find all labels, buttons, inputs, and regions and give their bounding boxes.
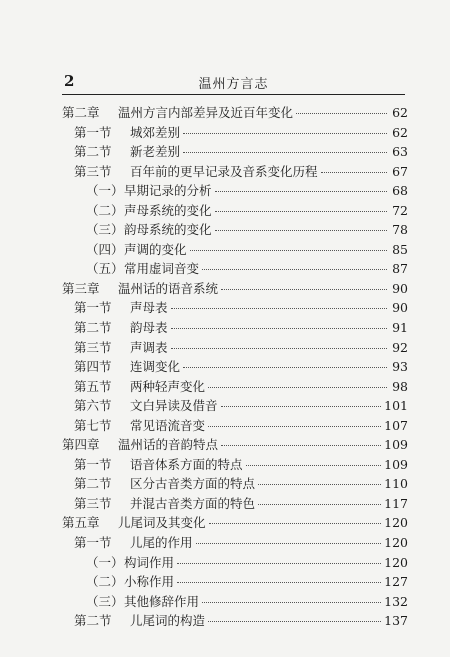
toc-page-number: 63 [392,144,408,160]
toc-section-number: （一） [86,554,124,570]
dot-leader [215,230,387,231]
toc-entry [62,572,408,592]
toc-entry [62,396,408,416]
toc-label [74,142,180,160]
toc-entry [62,279,408,299]
toc-entry [62,513,408,533]
toc-label [62,103,293,121]
dot-leader [215,211,387,212]
toc-label [86,572,174,590]
toc-section-number: 第五节 [74,378,112,394]
toc-section-number: 第二节 [74,144,112,160]
toc-label [86,181,212,199]
toc-title: 文白异读及借音 [130,398,218,414]
toc-label [74,494,255,512]
dot-leader [171,308,387,309]
toc-label [74,533,193,551]
dot-leader [215,191,387,192]
toc-label [74,298,168,316]
toc-section-number: （三） [86,222,124,238]
toc-title: 儿尾词及其变化 [118,515,206,531]
toc-title: 常用虚词音变 [124,261,200,277]
toc-entry [62,377,408,397]
toc-entry [62,474,408,494]
toc-section-number: （四） [86,241,124,257]
toc-page-number: 78 [392,222,408,238]
toc-page-number: 110 [384,476,408,492]
toc-page-number: 85 [392,241,408,257]
toc-entry [62,611,408,631]
toc-page-number: 120 [384,515,408,531]
toc-title: 百年前的更早记录及音系变化历程 [130,163,318,179]
toc-label [74,611,205,629]
toc-section-number: 第三节 [74,495,112,511]
toc-title: 声母系统的变化 [124,202,212,218]
toc-section-number: 第三节 [74,163,112,179]
toc-label [86,240,187,258]
toc-label [86,259,199,277]
toc-title: 小称作用 [124,574,175,590]
toc-entry [62,553,408,573]
dot-leader [208,621,381,622]
toc-label [74,474,255,492]
toc-section-number: 第二章 [62,105,100,120]
dot-leader [221,445,381,446]
dot-leader [171,348,387,349]
toc-title: 声调表 [130,339,168,355]
toc-section-number: 第二节 [74,320,112,336]
dot-leader [202,602,381,603]
dot-leader [196,543,382,544]
table-of-contents [62,103,408,631]
toc-title: 韵母表 [130,320,168,336]
dot-leader [258,484,381,485]
dot-leader [221,406,382,407]
toc-label [74,357,180,375]
toc-section-number: 第一节 [74,456,112,472]
toc-entry [62,220,408,240]
dot-leader [321,172,387,173]
toc-label [86,592,199,610]
toc-section-number: （五） [86,261,124,277]
dot-leader [296,113,387,114]
toc-title: 构词作用 [124,554,175,570]
toc-title: 早期记录的分析 [124,183,212,199]
dot-leader [177,582,381,583]
toc-entry [62,357,408,377]
toc-page-number: 137 [384,613,408,629]
toc-entry [62,455,408,475]
dot-leader [208,426,381,427]
dot-leader [183,133,387,134]
dot-leader [209,523,382,524]
dot-leader [258,504,381,505]
toc-entry [62,142,408,162]
toc-title: 并混古音类方面的特色 [130,495,256,511]
dot-leader [202,269,387,270]
toc-page-number: 109 [384,437,408,453]
toc-entry [62,162,408,182]
toc-title: 儿尾词的构造 [130,613,206,629]
toc-page-number: 91 [392,320,408,336]
toc-title: 城郊差别 [130,124,181,140]
toc-entry [62,318,408,338]
toc-entry [62,494,408,514]
toc-section-number: （二） [86,574,124,590]
toc-section-number: （一） [86,183,124,199]
toc-page-number: 93 [392,359,408,375]
toc-entry [62,123,408,143]
toc-title: 区分古音类方面的特点 [130,476,256,492]
toc-page-number: 92 [392,339,408,355]
toc-page-number: 109 [384,456,408,472]
toc-entry [62,338,408,358]
toc-page-number: 120 [384,535,408,551]
toc-section-number: 第一节 [74,300,112,316]
page-number: 2 [64,72,75,90]
toc-page-number: 101 [384,398,408,414]
toc-label [86,201,212,219]
toc-label [86,553,174,571]
toc-title: 其他修辞作用 [124,593,200,609]
toc-title: 常见语流音变 [130,417,206,433]
toc-title: 温州方言内部差异及近百年变化 [118,105,294,120]
toc-section-number: 第一节 [74,124,112,140]
toc-page-number: 67 [392,163,408,179]
dot-leader [171,328,387,329]
toc-title: 儿尾的作用 [130,535,193,551]
toc-title: 语音体系方面的特点 [130,456,243,472]
dot-leader [208,387,387,388]
toc-page-number: 98 [392,378,408,394]
toc-section-number: 第四章 [62,437,100,453]
toc-label [74,318,168,336]
toc-page-number: 120 [384,554,408,570]
toc-section-number: 第七节 [74,417,112,433]
toc-label [74,377,205,395]
toc-entry [62,240,408,260]
toc-entry [62,103,408,123]
toc-label [74,123,180,141]
toc-label [86,220,212,238]
toc-title: 连调变化 [130,359,181,375]
toc-section-number: 第三章 [62,280,100,296]
toc-title: 温州话的语音系统 [118,280,219,296]
toc-label [62,435,218,453]
toc-entry [62,181,408,201]
toc-section-number: 第四节 [74,359,112,375]
toc-section-number: 第二节 [74,613,112,629]
toc-section-number: 第五章 [62,515,100,531]
toc-page-number: 62 [392,105,408,120]
dot-leader [177,563,381,564]
toc-entry [62,533,408,553]
toc-section-number: 第一节 [74,535,112,551]
toc-section-number: 第二节 [74,476,112,492]
toc-section-number: 第三节 [74,339,112,355]
toc-page-number: 90 [392,280,408,296]
toc-entry [62,435,408,455]
toc-entry [62,259,408,279]
toc-entry [62,201,408,221]
toc-title: 声调的变化 [124,241,187,257]
toc-page-number: 87 [392,261,408,277]
toc-label [62,279,218,297]
toc-label [74,338,168,356]
toc-label [74,455,243,473]
toc-label [74,162,318,180]
toc-title: 新老差别 [130,144,181,160]
dot-leader [246,465,382,466]
toc-page-number: 62 [392,124,408,140]
toc-page-number: 117 [384,495,408,511]
toc-section-number: （二） [86,202,124,218]
dot-leader [183,367,387,368]
toc-entry [62,416,408,436]
toc-page-number: 107 [384,417,408,433]
dot-leader [190,250,387,251]
toc-entry [62,592,408,612]
running-header [62,70,405,95]
toc-title: 两种轻声变化 [130,378,206,394]
toc-title: 温州话的音韵特点 [118,437,219,453]
toc-page-number: 68 [392,183,408,199]
toc-label [74,416,205,434]
toc-page-number: 90 [392,300,408,316]
toc-label [74,396,218,414]
toc-page-number: 72 [392,202,408,218]
toc-label [62,513,206,531]
toc-section-number: 第六节 [74,398,112,414]
toc-entry [62,298,408,318]
toc-page-number: 132 [384,593,408,609]
toc-page-number: 127 [384,574,408,590]
toc-section-number: （三） [86,593,124,609]
toc-title: 声母表 [130,300,168,316]
dot-leader [183,152,387,153]
running-title: 温州方言志 [198,77,269,92]
toc-title: 韵母系统的变化 [124,222,212,238]
dot-leader [221,289,387,290]
